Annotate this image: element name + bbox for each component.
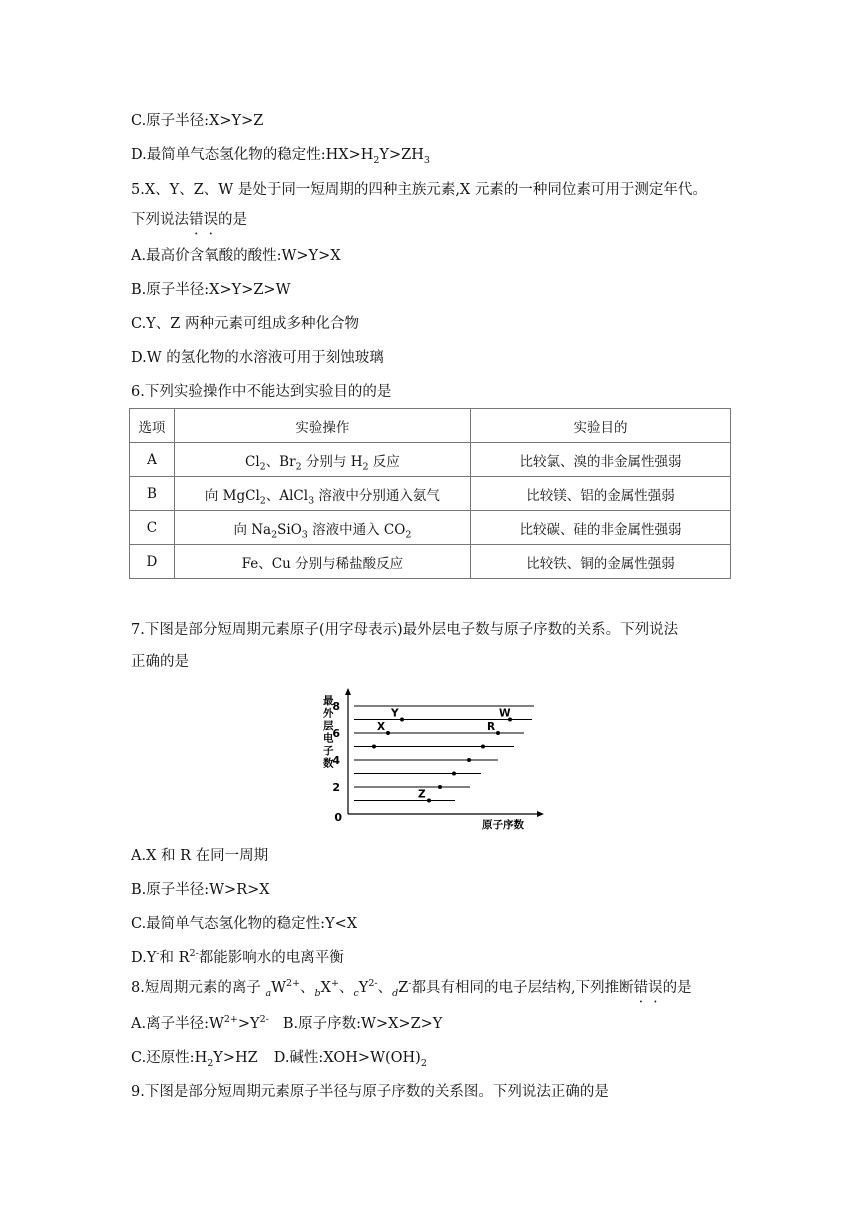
q6-stem: 6.下列实验操作中不能达到实验目的的是 xyxy=(131,384,392,400)
chart-y-label-char: 层 xyxy=(323,720,334,732)
table-cell-option: C xyxy=(130,511,175,545)
q5-stem: 5.X、Y、Z、W 是处于同一短周期的四种主族元素,X 元素的一种同位素可用于测定年代。 xyxy=(131,182,707,198)
chart-point xyxy=(400,718,404,722)
chart-y-label-char: 最 xyxy=(323,695,334,707)
q8-options-ab: A.离子半径$:W^{2+}>Y^{2-}$ B.原子序数:W>X>Z>Y xyxy=(131,1014,443,1032)
table-row xyxy=(130,545,731,579)
chart-y-arrow xyxy=(345,688,351,695)
table-cell-operation: 向 MgCl$_2$、AlCl$_3$ 溶液中分别通入氨气 xyxy=(174,477,470,511)
chart-y-tick-label: 8 xyxy=(332,700,340,713)
table-header-row xyxy=(130,409,731,443)
chart-y-tick-label: 6 xyxy=(332,727,340,740)
chart-point-label: X xyxy=(377,721,386,733)
table-header-goal: 实验目的 xyxy=(470,409,730,443)
table-cell-option: A xyxy=(130,443,175,477)
chart-point xyxy=(372,745,376,749)
chart-point-label: Z xyxy=(418,788,426,801)
table-cell-operation: $Cl_2$、$Br_2$ 分别与 $H_2$ 反应 xyxy=(174,443,470,477)
table-cell-option: D xyxy=(130,545,175,579)
q9-stem: 9.下图是部分短周期元素原子半径与原子序数的关系图。下列说法正确的是 xyxy=(131,1084,609,1100)
table-row xyxy=(130,477,731,511)
chart-y-tick-label: 0 xyxy=(334,811,342,824)
q5-option-a: A.最高价含氧酸的酸性:W>Y>X xyxy=(131,248,341,264)
chart-y-label-char: 数 xyxy=(323,757,334,770)
table-cell-operation: 向 $Na_2SiO_3$ 溶液中通入 $CO_2$ xyxy=(174,511,470,545)
chart-point xyxy=(438,785,442,789)
q7-stem: 7.下图是部分短周期元素原子(用字母表示)最外层电子数与原子序数的关系。下列说法 xyxy=(131,622,679,638)
chart-x-arrow xyxy=(537,811,544,817)
q6-experiment-table xyxy=(129,408,731,579)
chart-point-label: Y xyxy=(391,707,399,720)
chart-point xyxy=(427,799,431,803)
table-header-option: 选项 xyxy=(130,409,175,443)
q5-option-d: D.W 的氢化物的水溶液可用于刻蚀玻璃 xyxy=(131,350,384,366)
chart-x-label: 原子序数 xyxy=(482,819,524,831)
chart-point xyxy=(386,731,390,735)
chart-y-label-char: 电 xyxy=(323,732,334,745)
q4-option-c: C.原子半径:X>Y>Z xyxy=(131,113,264,129)
table-cell-goal: 比较氯、溴的非金属性强弱 xyxy=(470,443,730,477)
q7-stem-line2: 正确的是 xyxy=(131,654,189,670)
table-header-operation: 实验操作 xyxy=(174,409,470,443)
chart-y-label-char: 外 xyxy=(323,707,334,720)
q4-option-d: D.最简单气态氢化物的稳定性$:HX>H_2Y>ZH_3$ xyxy=(131,147,430,166)
q5-option-b: B.原子半径:X>Y>Z>W xyxy=(131,282,291,298)
q7-option-d: D.Y-和 $R^{2-}$都能影响水的电离平衡 xyxy=(131,948,344,966)
table-row xyxy=(130,443,731,477)
table-row xyxy=(130,511,731,545)
table-cell-goal: 比较碳、硅的非金属性强弱 xyxy=(470,511,730,545)
chart-point xyxy=(496,731,500,735)
table-cell-operation: Fe、Cu 分别与稀盐酸反应 xyxy=(174,545,470,579)
chart-point-label: W xyxy=(499,707,511,720)
table-cell-goal: 比较镁、铝的金属性强弱 xyxy=(470,477,730,511)
q7-option-c: C.最简单气态氢化物的稳定性:Y<X xyxy=(131,916,358,932)
chart-y-tick-label: 4 xyxy=(332,754,340,767)
q7-option-b: B.原子半径:W>R>X xyxy=(131,882,270,898)
q8-stem: 8.短周期元素的离子 $_aW^{2+}$、$_b$X+、$_cY^{2-}$、$_d$Z-都具有相同的电子层结构,下列推断错误的是 xyxy=(131,978,692,999)
q7-option-a: A.X 和 R 在同一周期 xyxy=(131,848,269,864)
chart-y-label-char: 子 xyxy=(323,745,334,757)
q8-options-cd: C.还原性$:H_2Y>HZ$ D.碱性$:XOH>W(OH)_2$ xyxy=(131,1050,427,1069)
q7-chart xyxy=(318,688,548,838)
table-cell-option: B xyxy=(130,477,175,511)
chart-point-label: R xyxy=(487,721,496,733)
q5-option-c: C.Y、Z 两种元素可组成多种化合物 xyxy=(131,316,359,332)
chart-y-tick-label: 2 xyxy=(332,781,340,794)
chart-point xyxy=(452,772,456,776)
table-cell-goal: 比较铁、铜的金属性强弱 xyxy=(470,545,730,579)
chart-point xyxy=(481,745,485,749)
chart-point xyxy=(467,758,471,762)
q5-stem-line2: 下列说法错误的是 xyxy=(131,212,247,228)
